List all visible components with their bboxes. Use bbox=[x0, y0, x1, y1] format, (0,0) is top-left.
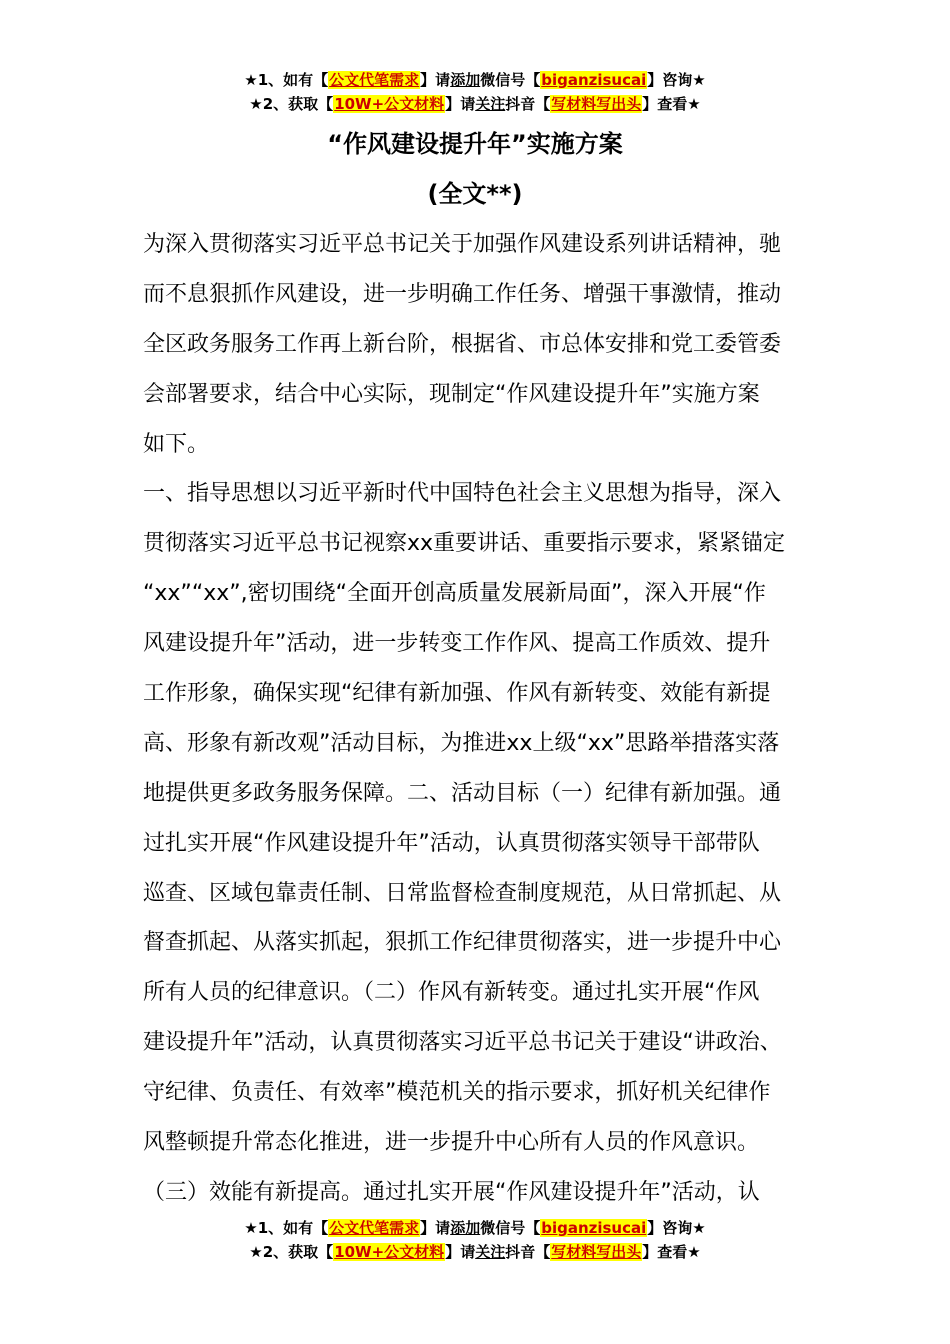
body-line: 为深入贯彻落实习近平总书记关于加强作风建设系列讲话精神，驰 bbox=[143, 232, 782, 257]
body-line: 督查抓起、从落实抓起，狠抓工作纪律贯彻落实，进一步提升中心 bbox=[143, 930, 782, 956]
body-line: 全区政务服务工作再上新台阶，根据省、市总体安排和党工委管委 bbox=[143, 331, 782, 357]
notice-text: 】请 bbox=[420, 71, 451, 89]
body-line: 巡查、区域包靠责任制、日常监督检查制度规范，从日常抓起、从 bbox=[143, 880, 782, 906]
notice-text: 微信号【 bbox=[480, 71, 541, 89]
body-line: 风整顿提升常态化推进，进一步提升中心所有人员的作风意识。 bbox=[143, 1130, 760, 1156]
notice-text: 】请 bbox=[445, 1243, 476, 1261]
notice-highlight: 公文代笔需求 bbox=[329, 71, 420, 89]
document-body bbox=[143, 220, 813, 1218]
notice-underline: 关注 bbox=[475, 1243, 506, 1261]
notice-text: ★1、如有【 bbox=[244, 71, 329, 89]
notice-text: 微信号【 bbox=[480, 1219, 541, 1237]
body-line: 工作形象，确保实现“纪律有新加强、作风有新转变、效能有新提 bbox=[143, 681, 771, 707]
body-line: 风建设提升年”活动，进一步转变工作作风、提高工作质效、提升 bbox=[143, 631, 771, 657]
bottom-notice bbox=[0, 1216, 950, 1264]
notice-highlight: biganzisucai bbox=[541, 71, 647, 89]
notice-highlight: 写材料写出头 bbox=[551, 95, 642, 113]
notice-highlight: 10W+公文材料 bbox=[334, 1243, 445, 1261]
body-line: 过扎实开展“作风建设提升年”活动，认真贯彻落实领导干部带队 bbox=[143, 830, 760, 856]
notice-text: 】咨询★ bbox=[647, 71, 706, 89]
body-line: 守纪律、负责任、有效率”模范机关的指示要求，抓好机关纪律作 bbox=[143, 1080, 771, 1106]
notice-underline: 关注 bbox=[475, 95, 506, 113]
notice-line-1 bbox=[0, 68, 950, 92]
body-line: 会部署要求，结合中心实际，现制定“作风建设提升年”实施方案 bbox=[143, 381, 760, 407]
notice-text: ★1、如有【 bbox=[244, 1219, 329, 1237]
notice-text: ★2、获取【 bbox=[249, 95, 334, 113]
notice-text: ★2、获取【 bbox=[249, 1243, 334, 1261]
notice-line-1 bbox=[0, 1216, 950, 1240]
notice-text: 】查看★ bbox=[642, 95, 701, 113]
document-title: “作风建设提升年”实施方案 bbox=[327, 130, 623, 158]
notice-line-2 bbox=[0, 92, 950, 116]
body-line: 所有人员的纪律意识。（二）作风有新转变。通过扎实开展“作风 bbox=[143, 980, 760, 1006]
body-line: 地提供更多政务服务保障。二、活动目标（一）纪律有新加强。通 bbox=[143, 780, 782, 806]
notice-text: 】请 bbox=[445, 95, 476, 113]
notice-text: 抖音【 bbox=[505, 1243, 551, 1261]
notice-text: 】查看★ bbox=[642, 1243, 701, 1261]
body-line: 贯彻落实习近平总书记视察xx重要讲话、重要指示要求，紧紧锚定 bbox=[143, 531, 786, 557]
body-line: 建设提升年”活动，认真贯彻落实习近平总书记关于建设“讲政治、 bbox=[143, 1030, 782, 1056]
notice-highlight: 写材料写出头 bbox=[551, 1243, 642, 1261]
notice-underline: 添加 bbox=[450, 1219, 481, 1237]
notice-text: 】请 bbox=[420, 1219, 451, 1237]
notice-line-2 bbox=[0, 1240, 950, 1264]
notice-highlight: 10W+公文材料 bbox=[334, 95, 445, 113]
body-line: 高、形象有新改观”活动目标，为推进xx上级“xx”思路举措落实落 bbox=[143, 730, 780, 756]
notice-highlight: biganzisucai bbox=[541, 1219, 647, 1237]
body-line: 如下。 bbox=[143, 431, 210, 457]
body-line: 而不息狠抓作风建设，进一步明确工作任务、增强干事激情，推动 bbox=[143, 281, 782, 307]
body-line: “xx”“xx”,密切围绕“全面开创高质量发展新局面”，深入开展“作 bbox=[143, 581, 766, 607]
notice-highlight: 公文代笔需求 bbox=[329, 1219, 420, 1237]
body-line: （三）效能有新提高。通过扎实开展“作风建设提升年”活动，认 bbox=[143, 1179, 760, 1205]
top-notice bbox=[0, 68, 950, 116]
notice-text: 】咨询★ bbox=[647, 1219, 706, 1237]
body-line: 一、指导思想以习近平新时代中国特色社会主义思想为指导，深入 bbox=[143, 481, 782, 507]
notice-text: 抖音【 bbox=[505, 95, 551, 113]
document-subtitle: (全文**) bbox=[427, 180, 523, 208]
notice-underline: 添加 bbox=[450, 71, 481, 89]
